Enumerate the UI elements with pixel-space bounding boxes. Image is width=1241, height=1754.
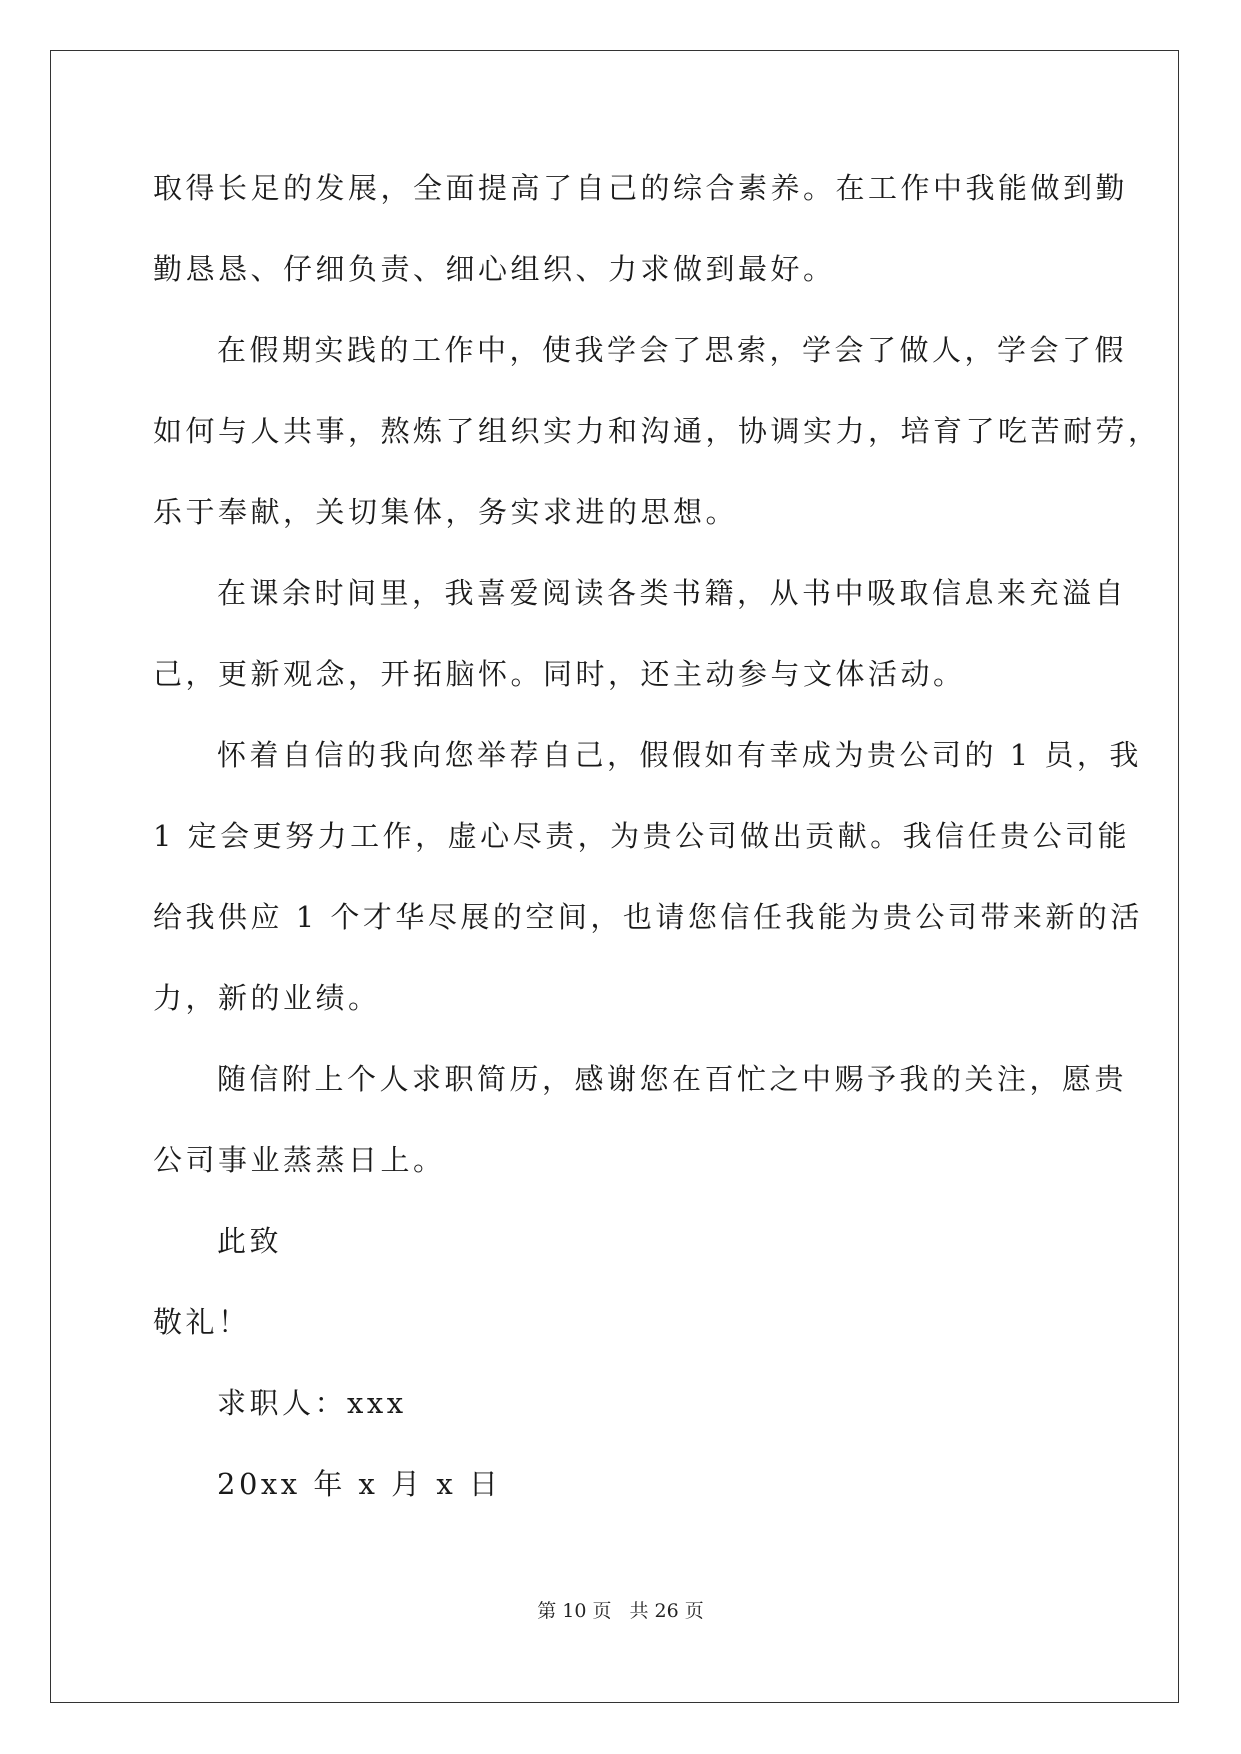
text-line: 1 定会更努力工作，虚心尽责，为贵公司做出贡献。我信任贵公司能 — [153, 819, 1131, 853]
current-page-number: 第 10 页 — [537, 1600, 612, 1622]
text-line: 给我供应 1 个才华尽展的空间，也请您信任我能为贵公司带来新的活 — [153, 900, 1143, 934]
text-line: 力，新的业绩。 — [153, 981, 381, 1015]
text-line: 怀着自信的我向您举荐自己，假假如有幸成为贵公司的 1 员，我 — [217, 738, 1142, 772]
closing-salutation: 此致 — [217, 1224, 283, 1258]
text-line: 随信附上个人求职简历，感谢您在百忙之中赐予我的关注，愿贵 — [217, 1062, 1128, 1096]
text-line: 在课余时间里，我喜爱阅读各类书籍，从书中吸取信息来充溢自 — [217, 576, 1128, 610]
text-line: 公司事业蒸蒸日上。 — [153, 1143, 446, 1177]
page-footer — [0, 1599, 1241, 1623]
closing-regards: 敬礼！ — [153, 1305, 251, 1339]
applicant-signature: 求职人：xxx — [217, 1386, 407, 1420]
letter-date: 20xx 年 x 月 x 日 — [217, 1467, 502, 1501]
total-page-count: 共 26 页 — [629, 1600, 704, 1622]
text-line: 己，更新观念，开拓脑怀。同时，还主动参与文体活动。 — [153, 657, 966, 691]
letter-body — [153, 148, 1161, 1525]
text-line: 勤恳恳、仔细负责、细心组织、力求做到最好。 — [153, 252, 836, 286]
text-line: 在假期实践的工作中，使我学会了思索，学会了做人，学会了假 — [217, 333, 1128, 367]
text-line: 取得长足的发展，全面提高了自己的综合素养。在工作中我能做到勤 — [153, 171, 1129, 205]
text-line: 如何与人共事，熬炼了组织实力和沟通，协调实力，培育了吃苦耐劳， — [153, 414, 1161, 448]
text-line: 乐于奉献，关切集体，务实求进的思想。 — [153, 495, 739, 529]
